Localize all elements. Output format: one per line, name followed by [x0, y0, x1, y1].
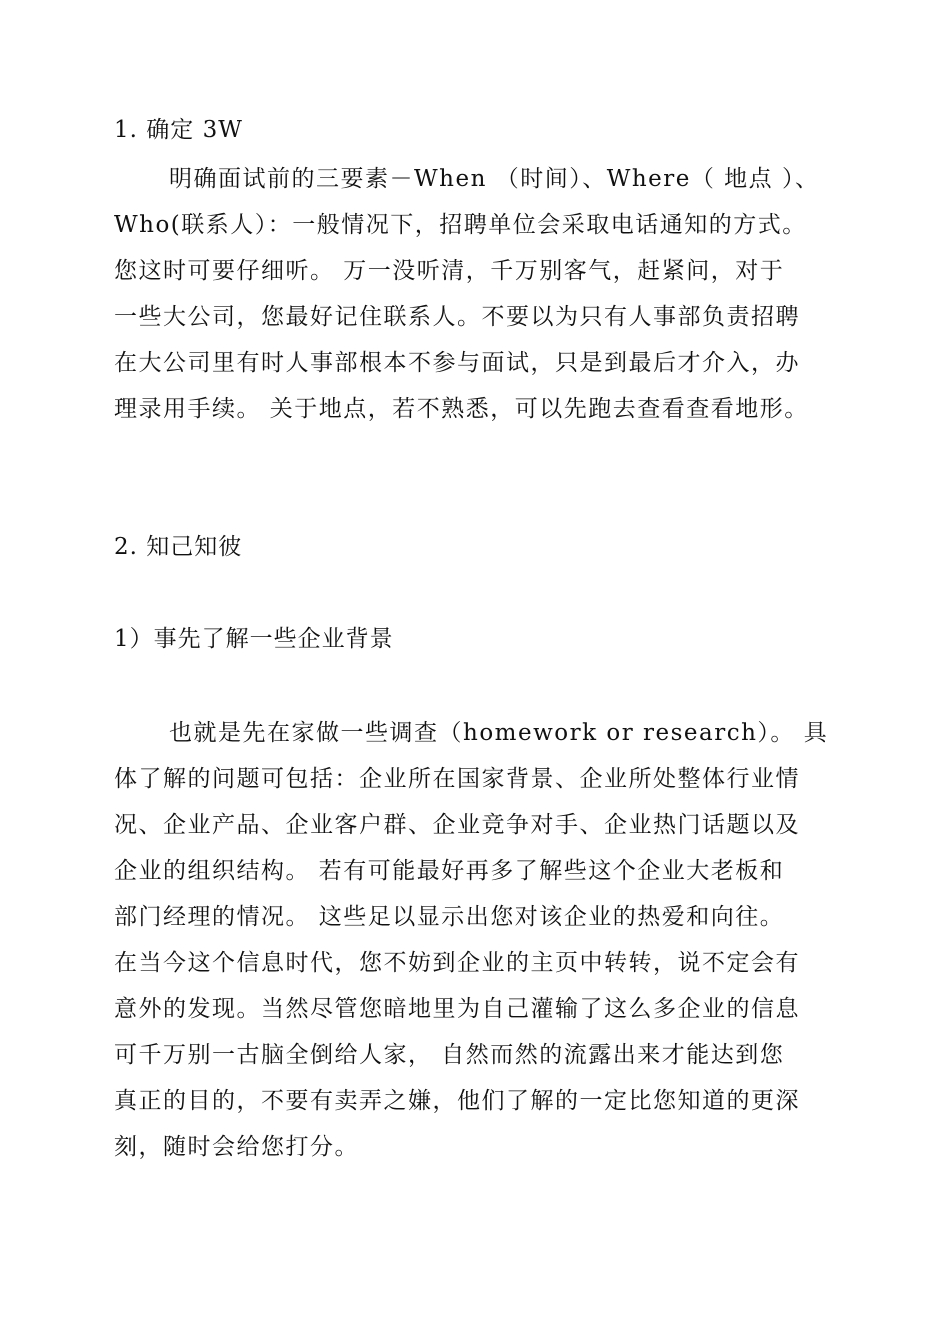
section-1-paragraph: [114, 156, 840, 432]
paragraph-line: 刻，随时会给您打分。: [114, 1134, 359, 1160]
paragraph-line: 部门经理的情况。 这些足以显示出您对该企业的热爱和向往。: [114, 904, 785, 930]
section-2-paragraph: [114, 710, 840, 1170]
paragraph-line: 意外的发现。当然尽管您暗地里为自己灌输了这么多企业的信息: [114, 996, 800, 1022]
section-1-heading: 1. 确定 3W: [114, 117, 243, 143]
section-2-heading: 2. 知己知彼: [114, 534, 243, 560]
paragraph-line: 企业的组织结构。 若有可能最好再多了解些这个企业大老板和: [114, 858, 785, 884]
paragraph-line: 在大公司里有时人事部根本不参与面试，只是到最后才介入，办: [114, 350, 800, 376]
paragraph-line: Who(联系人）：一般情况下，招聘单位会采取电话通知的方式。: [114, 212, 807, 238]
section-2-subheading: 1）事先了解一些企业背景: [114, 626, 394, 652]
paragraph-line: 理录用手续。 关于地点，若不熟悉，可以先跑去查看查看地形。: [114, 396, 809, 422]
paragraph-line: 况、企业产品、企业客户群、企业竞争对手、企业热门话题以及: [114, 812, 800, 838]
paragraph-line: 一些大公司，您最好记住联系人。不要以为只有人事部负责招聘: [114, 304, 800, 330]
paragraph-line: 体了解的问题可包括：企业所在国家背景、企业所处整体行业情: [114, 766, 800, 792]
paragraph-line: 真正的目的，不要有卖弄之嫌，他们了解的一定比您知道的更深: [114, 1088, 800, 1114]
paragraph-line: 可千万别一古脑全倒给人家， 自然而然的流露出来才能达到您: [114, 1042, 785, 1068]
paragraph-line: 也就是先在家做一些调查（homework or research）。 具: [169, 720, 829, 746]
paragraph-line: 您这时可要仔细听。 万一没听清，千万别客气，赶紧问，对于: [114, 258, 785, 284]
paragraph-line: 明确面试前的三要素－When （时间）、Where（ 地点 ）、: [169, 166, 820, 192]
paragraph-line: 在当今这个信息时代，您不妨到企业的主页中转转，说不定会有: [114, 950, 800, 976]
